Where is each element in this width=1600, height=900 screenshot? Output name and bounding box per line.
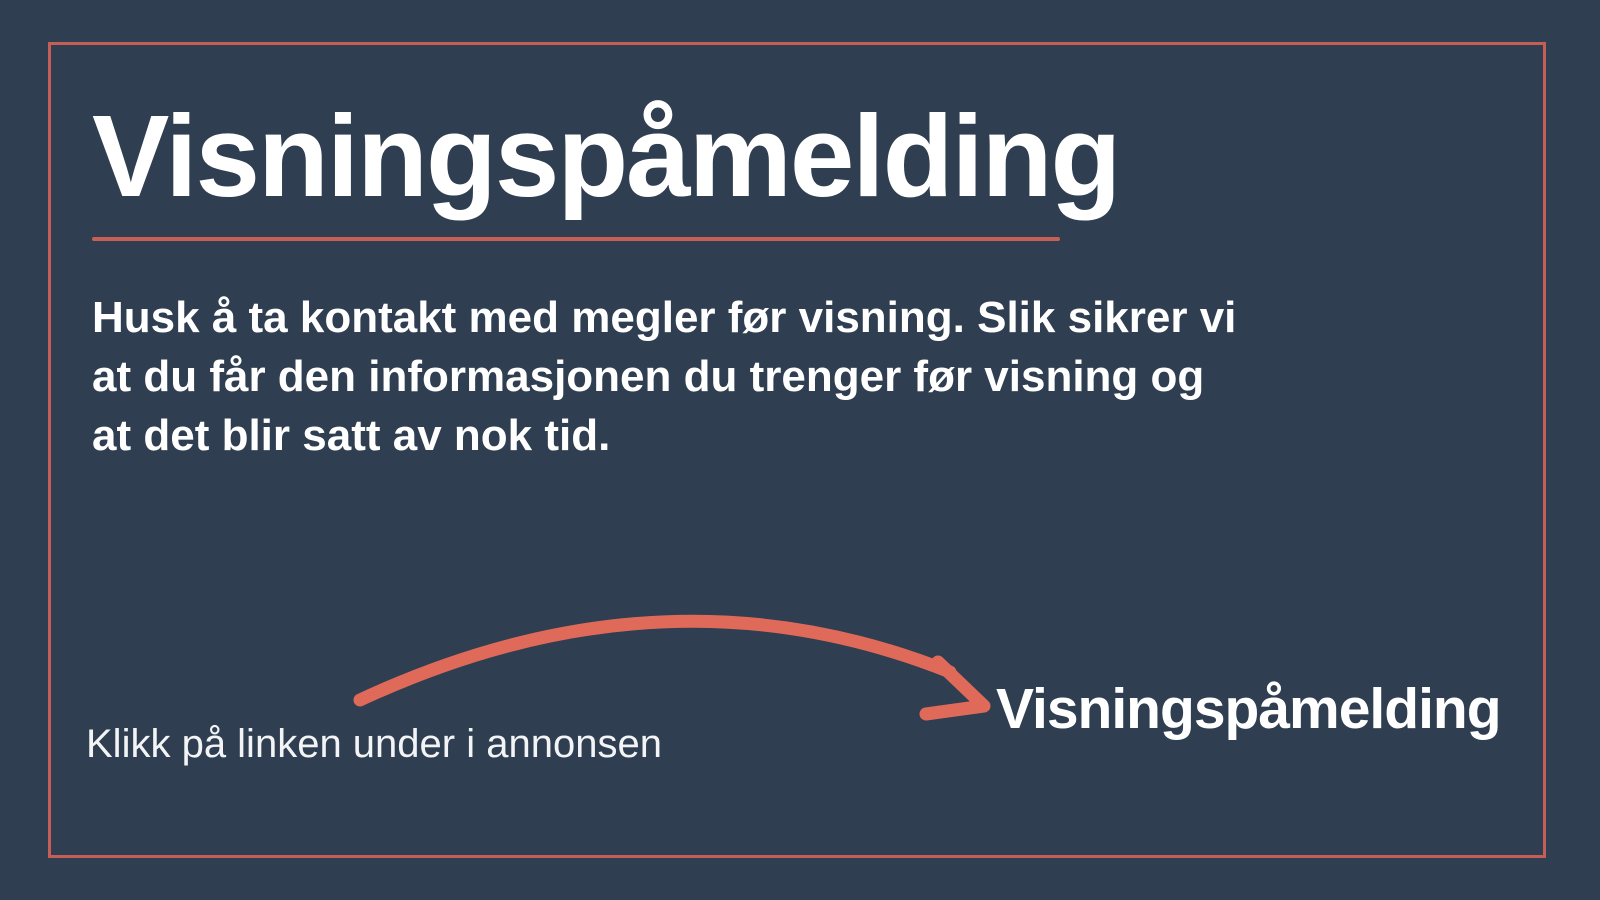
slide-title: Visningspåmelding xyxy=(92,91,1120,221)
curved-arrow-icon xyxy=(340,590,1000,735)
title-underline xyxy=(92,237,1060,241)
caption-text: Klikk på linken under i annonsen xyxy=(86,722,662,766)
visningspamelding-link[interactable]: Visningspåmelding xyxy=(996,677,1501,741)
body-line-3: at det blir satt av nok tid. xyxy=(92,411,611,460)
body-line-2: at du får den informasjonen du trenger før visning og xyxy=(92,352,1205,401)
body-text xyxy=(92,288,1236,465)
body-line-1: Husk å ta kontakt med megler før visning. Slik sikrer vi xyxy=(92,293,1237,342)
